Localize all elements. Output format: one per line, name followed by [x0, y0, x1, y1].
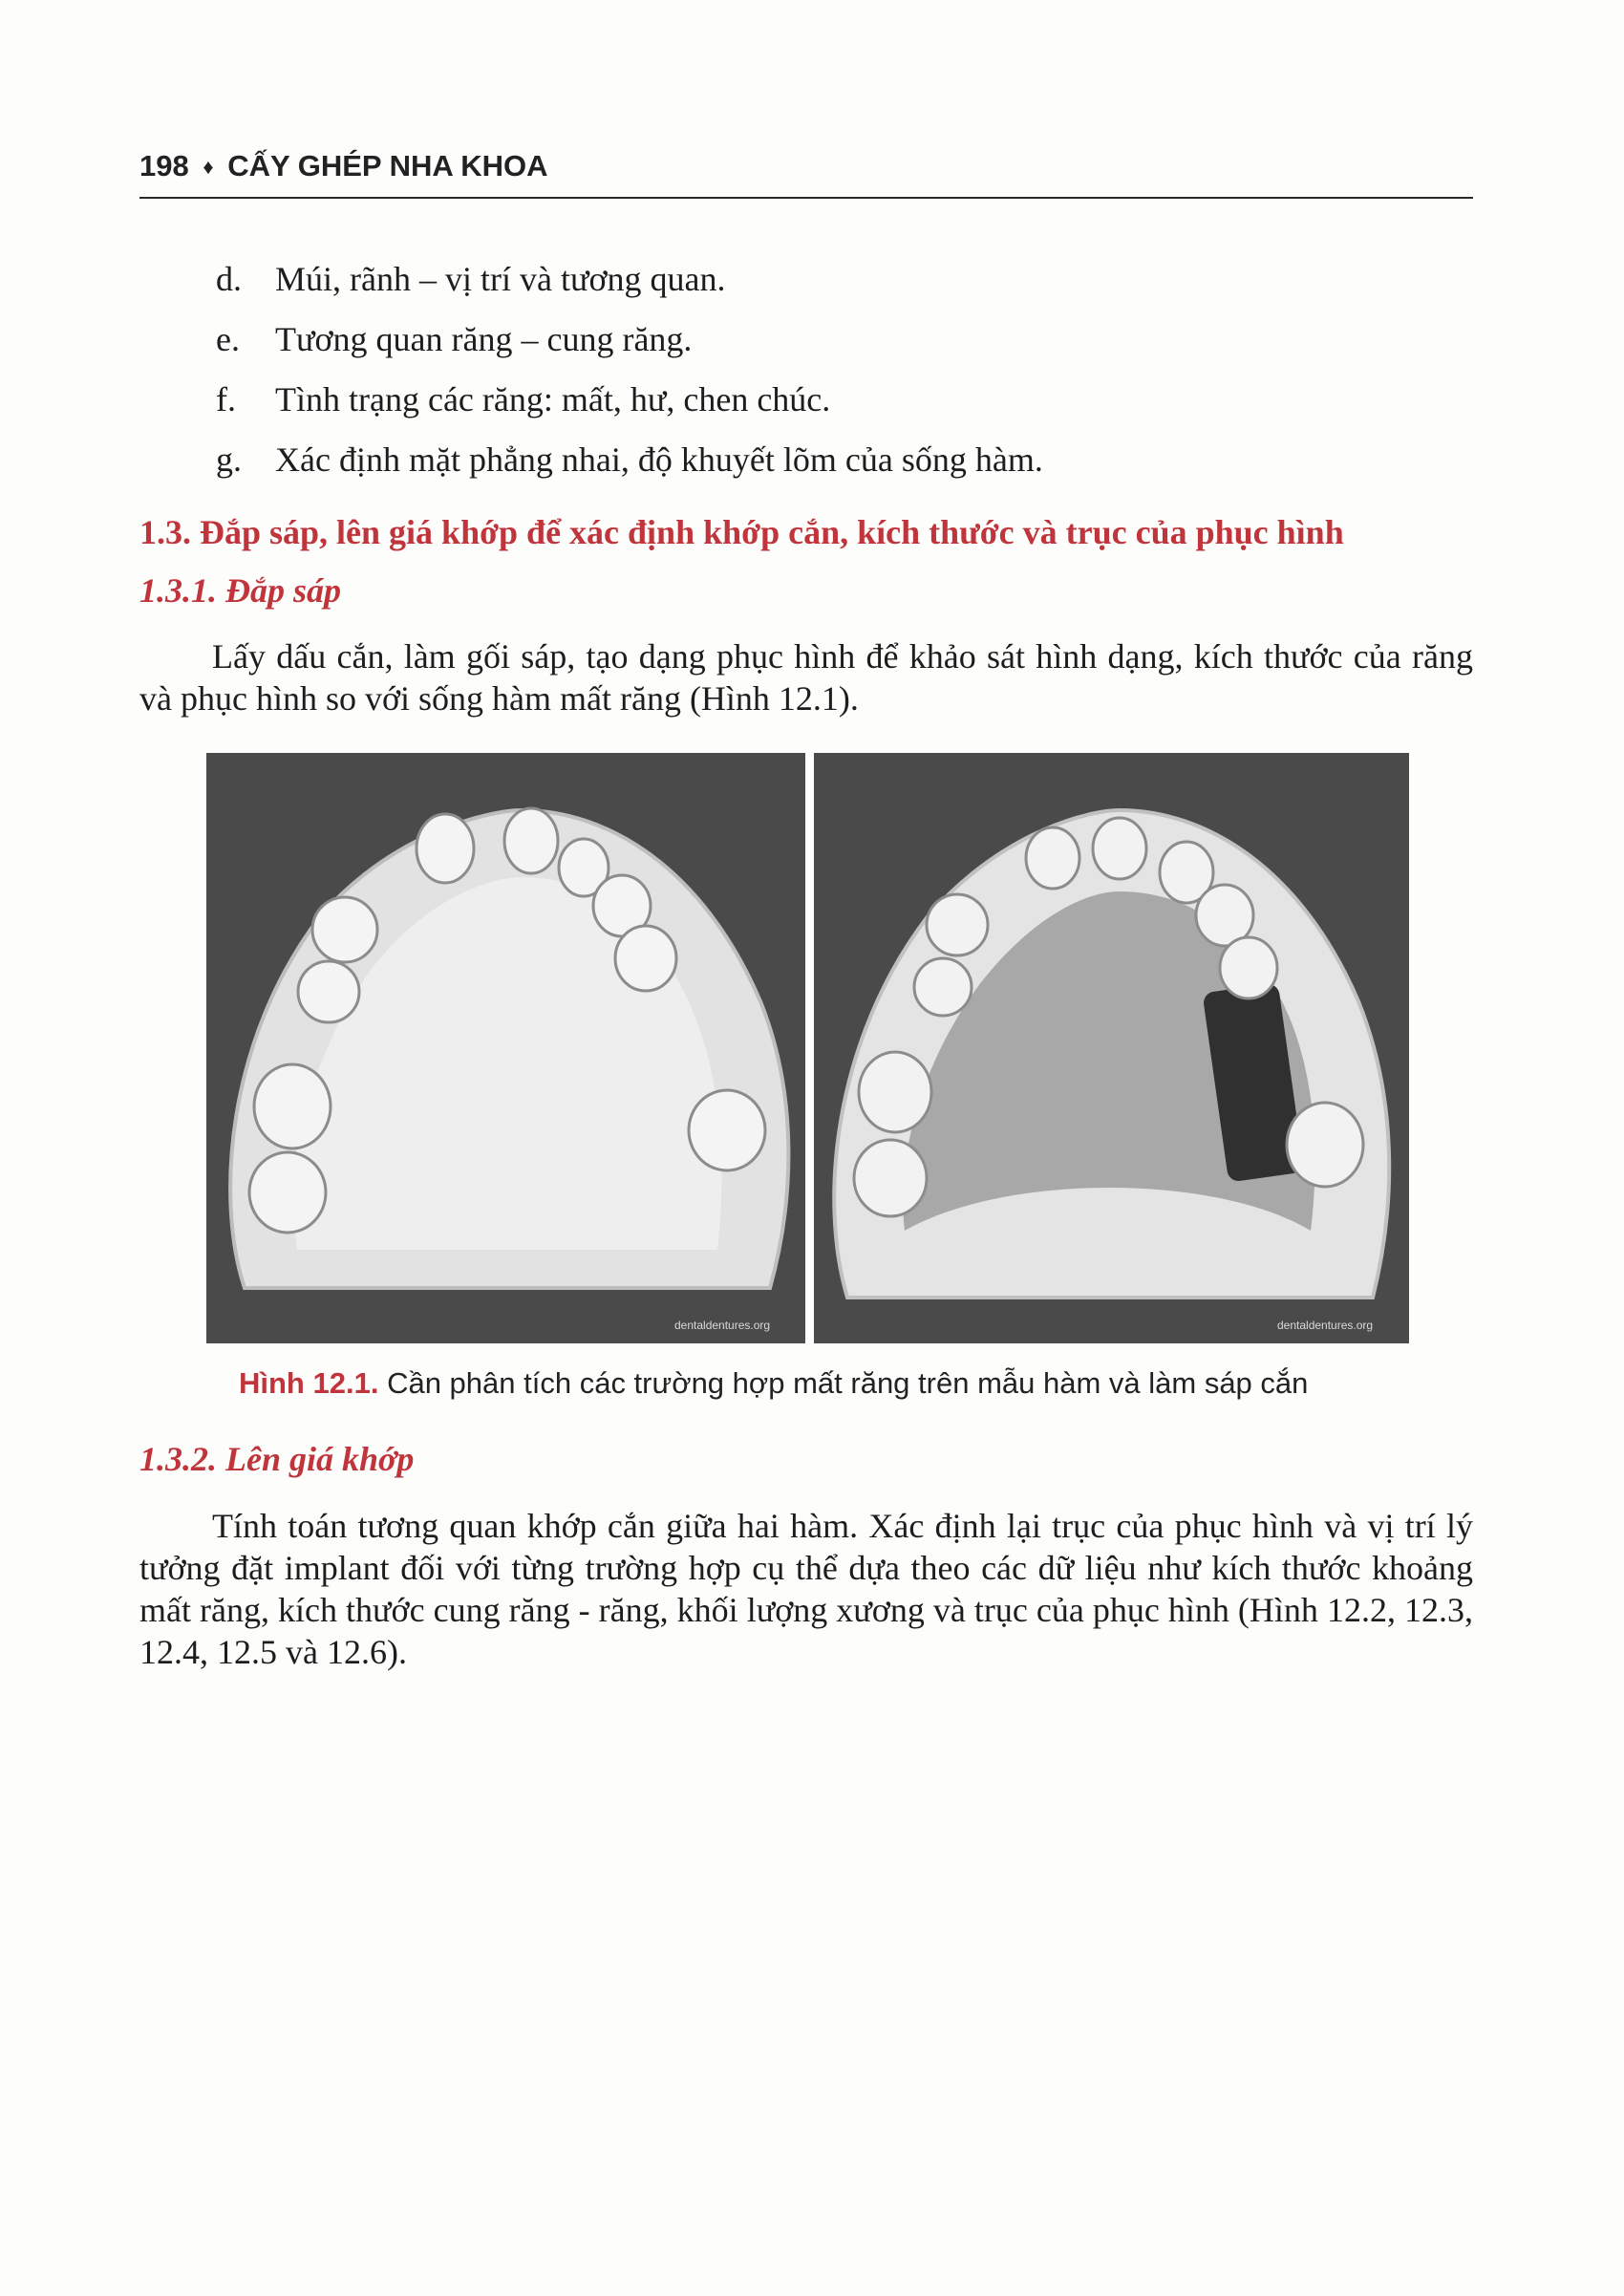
figure-caption-text: Cần phân tích các trường hợp mất răng trên mẫu hàm và làm sáp cắn	[387, 1366, 1309, 1400]
list-marker: f.	[216, 380, 236, 418]
figure-caption	[239, 1366, 1308, 1401]
list-marker: g.	[216, 440, 242, 479]
list-item-text: Xác định mặt phẳng nhai, độ khuyết lõm của sống hàm.	[275, 440, 1043, 479]
list-marker: d.	[216, 260, 242, 298]
paragraph-1-3-1: Lấy dấu cắn, làm gối sáp, tạo dạng phục hình để khảo sát hình dạng, kích thước của răng và phục hình so với sống hàm mất răng (Hình 12.1).	[139, 637, 1473, 718]
figure-right-photo	[814, 753, 1409, 1343]
image-credit: dentaldentures.org	[1277, 1319, 1374, 1332]
list-marker: e.	[216, 320, 240, 358]
criteria-list	[216, 254, 1043, 495]
list-item-text: Tình trạng các răng: mất, hư, chen chúc.	[275, 380, 831, 418]
section-heading-1-3-2: 1.3.2. Lên giá khớp	[139, 1440, 415, 1478]
diamond-separator-icon: ♦	[203, 155, 214, 179]
list-item	[216, 314, 1043, 375]
running-header	[139, 149, 1473, 199]
dental-cast-missing-teeth-photo-icon	[206, 753, 805, 1343]
figure-left-photo	[206, 753, 805, 1343]
section-heading-1-3-1: 1.3.1. Đắp sáp	[139, 571, 342, 610]
dental-cast-wax-rim-photo-icon	[814, 753, 1409, 1343]
list-item	[216, 375, 1043, 435]
list-item-text: Tương quan răng – cung răng.	[275, 320, 693, 358]
page-number: 198	[139, 149, 189, 182]
image-credit: dentaldentures.org	[674, 1319, 771, 1332]
list-item-text: Múi, rãnh – vị trí và tương quan.	[275, 260, 726, 298]
list-item	[216, 254, 1043, 314]
section-heading-1-3: 1.3. Đắp sáp, lên giá khớp để xác định khớp cắn, kích thước và trục của phục hình	[139, 513, 1344, 551]
paragraph-1-3-2: Tính toán tương quan khớp cắn giữa hai hàm. Xác định lại trục của phục hình và vị trí lý tưởng đặt implant đối với từng trường hợp cụ thể dựa theo các dữ liệu như kích thước khoảng mất răng, kích thước cung răng - răng, khối lượng xương và trục của phục hình (Hình 12.2, 12.3, 12.4, 12.5 và 12.6).	[139, 1507, 1473, 1671]
list-item	[216, 435, 1043, 495]
book-title: CẤY GHÉP NHA KHOA	[227, 149, 548, 182]
figure-caption-label: Hình 12.1.	[239, 1366, 379, 1400]
